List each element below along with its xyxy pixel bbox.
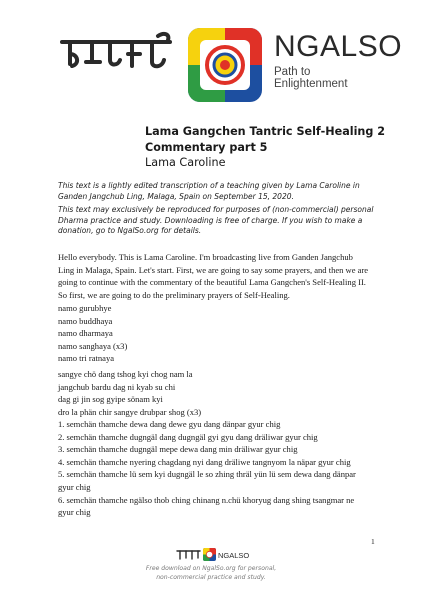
list-item: 4. semchän thamche nyering chagdang nyi dang dräliwe tangnyom la näpar gyur chig — [58, 456, 351, 467]
note-line: This text is a lightly edited transcription of a teaching given by Lama Caroline in — [58, 181, 360, 190]
refuge-prayer — [58, 368, 380, 418]
note-line: donation, go to NgalSo.org for details. — [58, 226, 202, 235]
author-name: Lama Caroline — [145, 156, 226, 169]
paragraph-line: Hello everybody. This is Lama Caroline. I'm broadcasting live from Ganden Jangchub — [58, 252, 353, 262]
title-line: Commentary part 5 — [145, 141, 268, 154]
reproduction-note — [58, 205, 378, 237]
footer-logo — [176, 547, 250, 563]
prayer-line: namo buddhaya — [58, 315, 113, 326]
prayer-line: dro la phän chir sangye drubpar shog (x3) — [58, 406, 202, 417]
header-logo — [58, 22, 403, 108]
paragraph-line: going to continue with the commentary of the beautiful Lama Gangchen's Self-Healing II. — [58, 277, 366, 288]
list-item: 5. semchän thamche lü sem kyi dugngäl le so zhing thräl yün lü sem dewa dang dänpar — [58, 469, 356, 480]
paragraph-line: Ling in Malaga, Spain. Let's start. First, we are going to say some prayers, and then we are — [58, 264, 369, 275]
list-item-continued: gyur chig — [58, 481, 91, 492]
list-item: 1. semchän thamche dewa dang dewe gyu dang dänpar gyur chig — [58, 419, 281, 429]
prayer-line: namo dharmaya — [58, 328, 113, 339]
note-line: This text may exclusively be reproduced for purposes of (non-commercial) personal — [58, 205, 374, 214]
list-item: 2. semchän thamche dugngäl dang dugngäl gyi gyu dang dräliwar gyur chig — [58, 431, 318, 442]
prayer-line: namo sanghaya (x3) — [58, 340, 128, 351]
list-item: 6. semchän thamche ngälso thob ching chinang n.chü khoryug dang shing tsangmar ne — [58, 494, 355, 505]
title-line: Lama Gangchen Tantric Self-Healing 2 — [145, 125, 386, 138]
ngalso-emblem-icon — [182, 22, 268, 108]
prayer-line: namo tri ratnaya — [58, 353, 115, 364]
prayer-line: dag gi jin sog gyipe sönam kyi — [58, 394, 163, 405]
list-item: 3. semchän thamche dugngäl mepe dewa dang min dräliwar gyur chig — [58, 444, 298, 455]
note-line: Ganden Jangchub Ling, Malaga, Spain on September 15, 2020. — [58, 191, 294, 201]
six-wishes-list — [58, 418, 380, 519]
list-item-continued: gyur chig — [58, 507, 91, 518]
tibetan-logo-icon — [58, 32, 176, 72]
paragraph-line: So first, we are going to do the preliminary prayers of Self-Healing. — [58, 289, 290, 300]
brand-name: NGALSO — [274, 30, 403, 63]
document-title — [145, 124, 405, 156]
prayer-line: sangye chö dang tshog kyi chog nam la — [58, 369, 193, 379]
footer-note — [130, 565, 292, 582]
footer-logo-icon — [176, 547, 250, 563]
brand-tagline: Path to Enlightenment — [274, 66, 348, 90]
page-number: 1 — [371, 537, 375, 546]
footer-note-line: non-commercial practice and study. — [156, 573, 266, 581]
note-line: Dharma practice and study. Downloading is free of charge. If you wish to make a — [58, 215, 363, 225]
prayer-line: jangchub bardu dag ni kyab su chi — [58, 381, 176, 392]
prayer-line: namo gurubhye — [58, 303, 112, 313]
intro-paragraph — [58, 251, 380, 301]
namo-prayer — [58, 302, 380, 365]
footer-note-line: Free download on NgalSo.org for personal, — [145, 565, 277, 572]
transcription-note — [58, 181, 378, 202]
footer-logo-text: NGALSO — [218, 551, 250, 560]
